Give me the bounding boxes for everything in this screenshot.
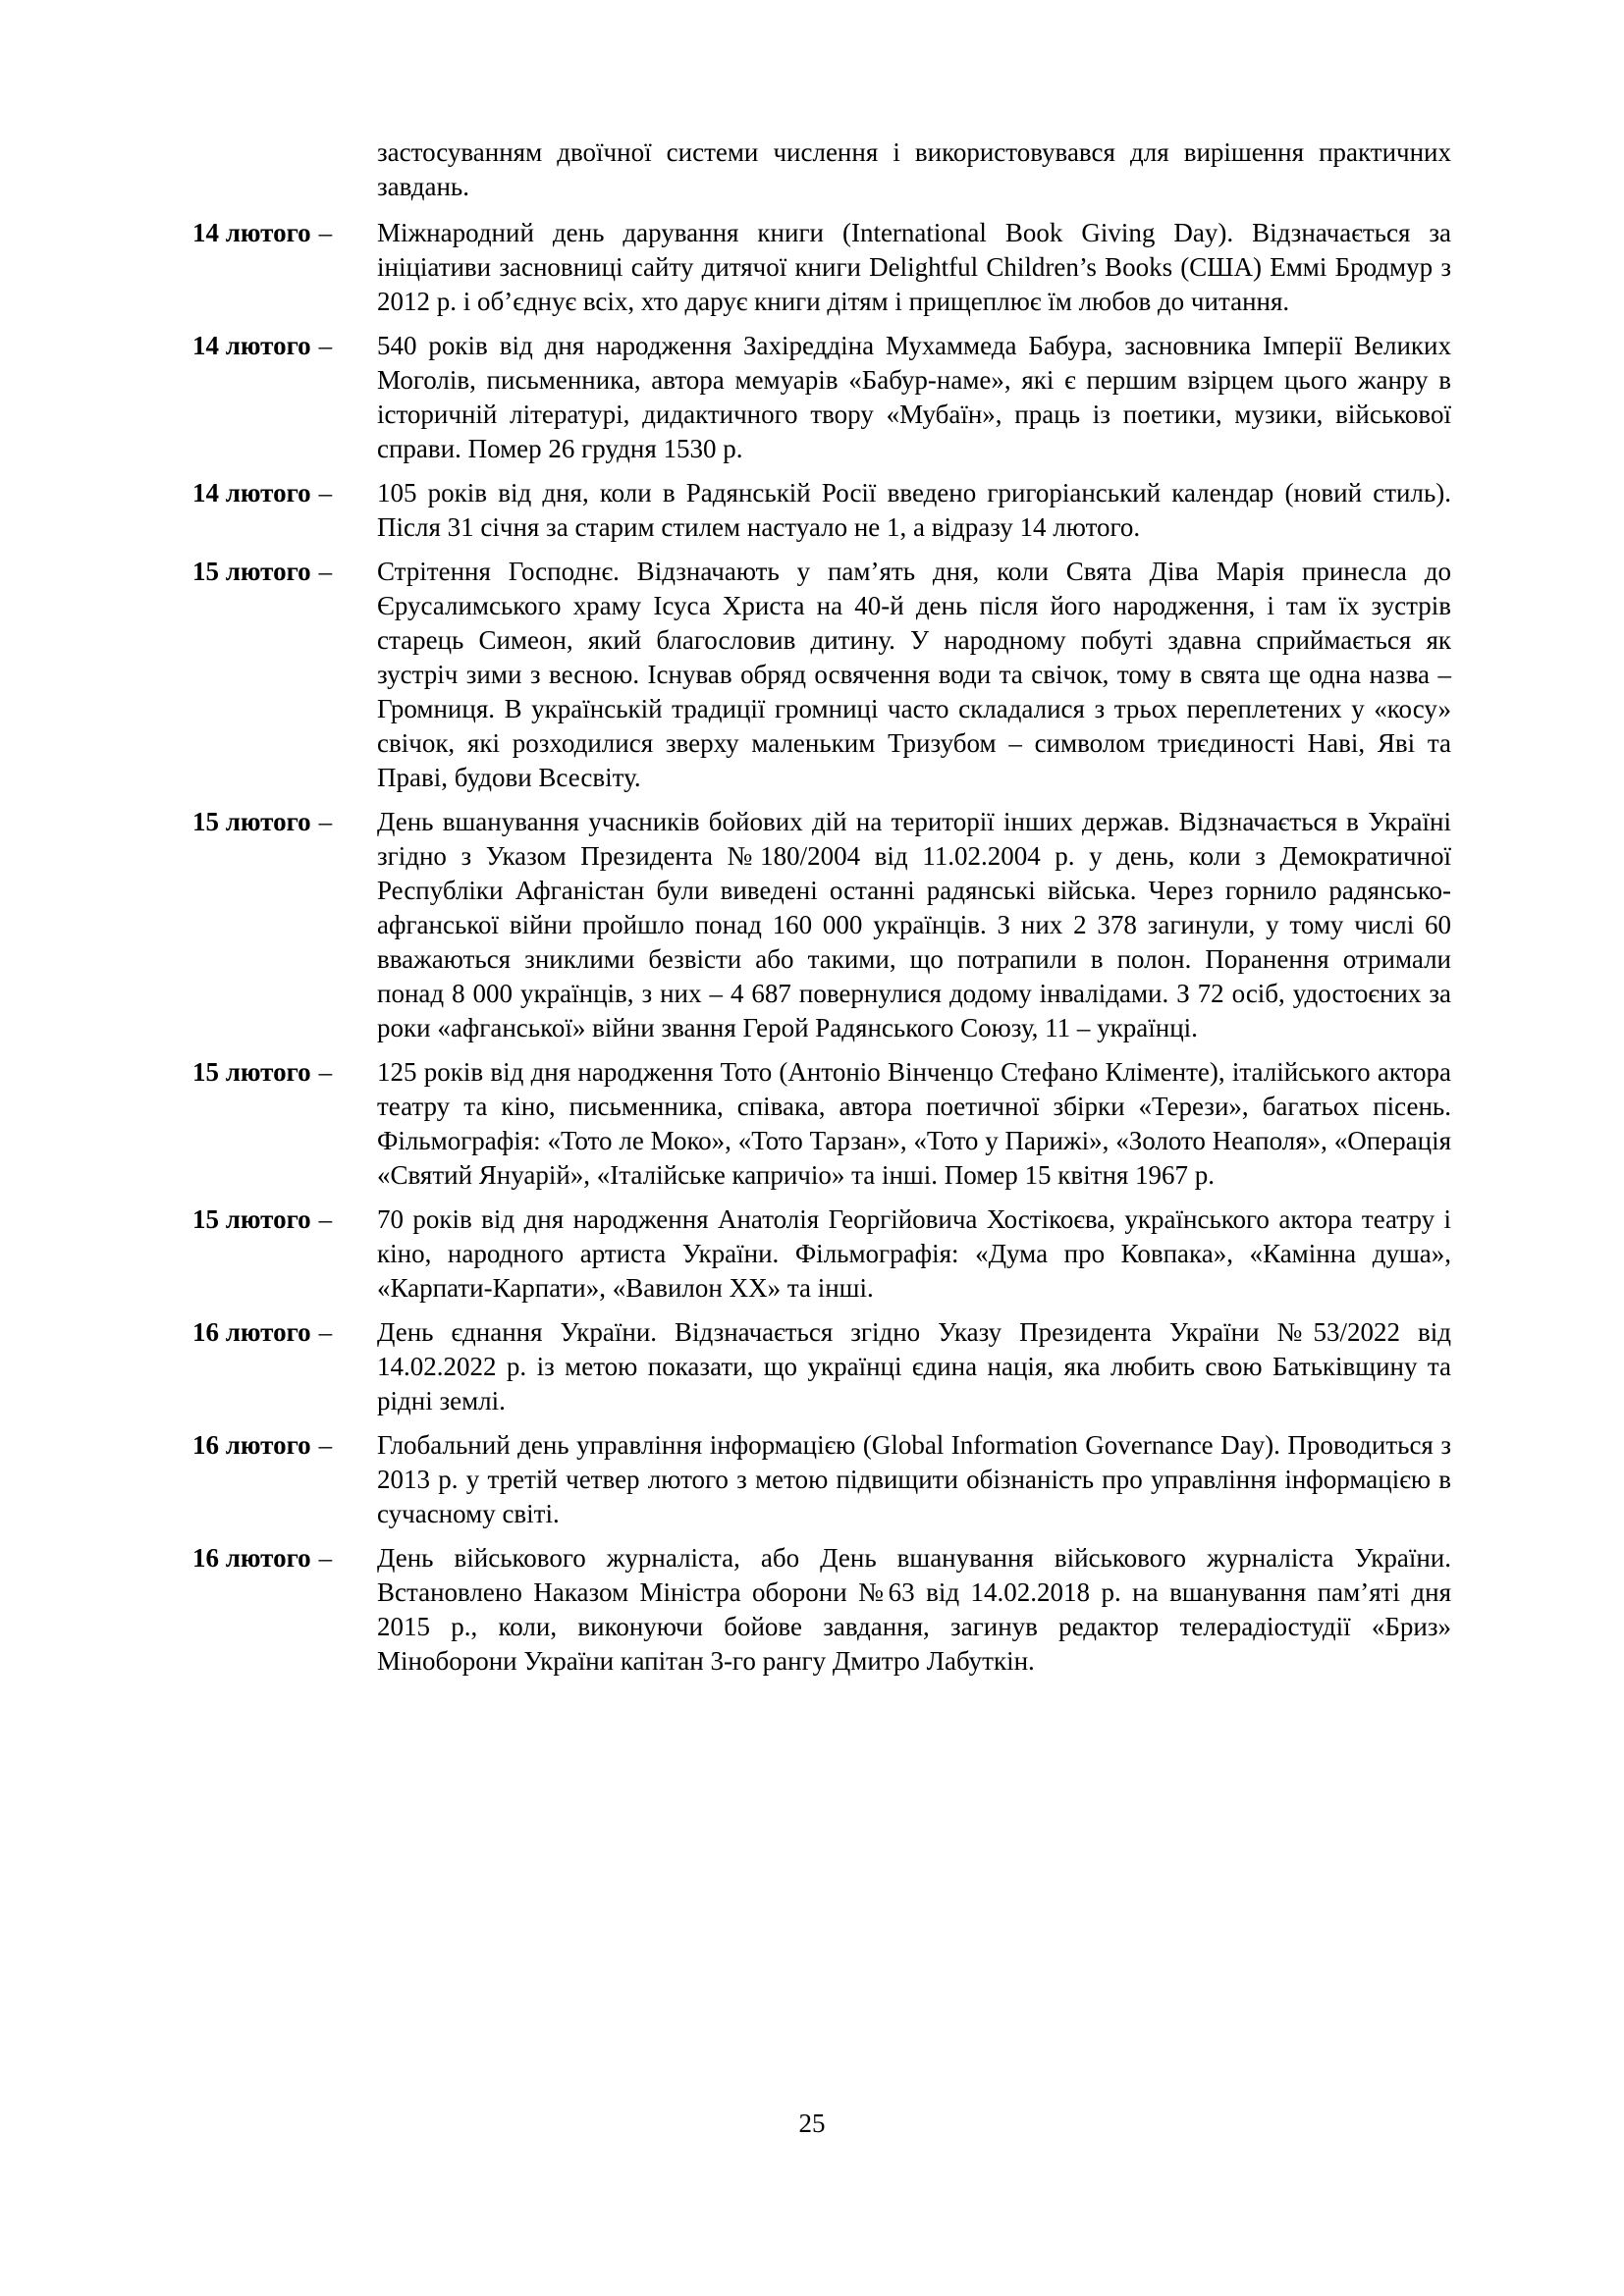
calendar-entry <box>192 216 1451 319</box>
entry-text: 105 років від дня, коли в Радянській Росії введено григоріанський календар (новий стиль). Після 31 січня за старим стилем настуало не 1, а відразу 14 лютого. <box>377 478 1451 542</box>
entry-date: 14 лютого <box>192 218 311 247</box>
page-number: 25 <box>798 2109 826 2138</box>
entry-dash: – <box>318 807 333 836</box>
entry-text: 125 років від дня народження Тото (Антоніо Вінченцо Стефано Кліменте), італійського актора театру та кіно, письменника, співака, автора поетичної збірки «Терези», багатьох пісень. Фільмографія: «Тото ле Моко», «Тото Тарзан», «Тото у Парижі», «Золото Неаполя», «Операція «Святий Януарій», «Італійське капричіо» та інші. Помер 15 квітня 1967 р. <box>377 1057 1451 1190</box>
entry-dash: – <box>318 1543 333 1573</box>
entry-text: Міжнародний день дарування книги (International Book Giving Day). Відзначається за ініціативи засновниці сайту дитячої книги Delightful Children’s Books (США) Еммі Бродмур з 2012 р. і об’єднує всіх, хто дарує книги дітям і прищеплює їм любов до читання. <box>377 218 1451 316</box>
entry-date: 15 лютого <box>192 1057 311 1087</box>
entry-date: 16 лютого <box>192 1543 311 1573</box>
entry-text: Стрітення Господнє. Відзначають у пам’ять дня, коли Свята Діва Марія принесла до Єрусалимського храму Ісуса Христа на 40-й день після його народження, і там їх зустрів старець Симеон, який благословив дитину. У народному побуті здавна сприймається як зустріч зими з весною. Існував обряд освячення води та свічок, тому в свята ще одна назва – Громниця. В українській традиції громниці часто складалися з трьох переплетених у «косу» свічок, які розходилися зверху маленьким Тризубом – символом триєдиності Наві, Яві та Праві, будови Всесвіту. <box>377 557 1451 792</box>
calendar-entry <box>192 476 1451 545</box>
calendar-entry <box>192 555 1451 795</box>
entry-text: 70 років від дня народження Анатолія Георгійовича Хостікоєва, українського актора театру і кіно, народного артиста України. Фільмографія: «Дума про Ковпака», «Камінна душа», «Карпати-Карпати», «Вавилон ХХ» та інші. <box>377 1204 1451 1303</box>
entry-date: 16 лютого <box>192 1317 311 1347</box>
entry-date: 15 лютого <box>192 807 311 836</box>
calendar-entry <box>192 329 1451 466</box>
calendar-entry <box>192 1315 1451 1418</box>
entry-date: 16 лютого <box>192 1430 311 1460</box>
continuation-text: застосуванням двоїчної системи числення і використовувався для вирішення практичних завдань. <box>377 137 1451 201</box>
entry-date: 15 лютого <box>192 557 311 586</box>
calendar-entry <box>192 805 1451 1045</box>
entry-text: День військового журналіста, або День вшанування військового журналіста України. Встановлено Наказом Міністра оборони №63 від 14.02.2018 р. на вшанування пам’яті дня 2015 р., коли, виконуючи бойове завдання, загинув редактор телерадіостудії «Бриз» Міноборони України капітан 3-го рангу Дмитро Лабуткін. <box>377 1543 1451 1676</box>
entry-dash: – <box>318 1317 333 1347</box>
entry-dash: – <box>318 1057 333 1087</box>
calendar-entry <box>192 1202 1451 1306</box>
entry-text: День вшанування учасників бойових дій на території інших держав. Відзначається в Україні згідно з Указом Президента №180/2004 від 11.02.2004 р. у день, коли з Демократичної Республіки Афганістан були виведені останні радянські війська. Через горнило радянсько-афганської війни пройшло понад 160 000 українців. З них 2 378 загинули, у тому числі 60 вважаються зниклими безвісти або такими, що потрапили в полон. Поранення отримали понад 8 000 українців, з них – 4 687 повернулися додому інвалідами. З 72 осіб, удостоєних за роки «афганської» війни звання Герой Радянського Союзу, 11 – українці. <box>377 807 1451 1042</box>
entry-text: День єднання України. Відзначається згідно Указу Президента України №53/2022 від 14.02.2022 р. із метою показати, що українці єдина нація, яка любить свою Батьківщину та рідні землі. <box>377 1317 1451 1415</box>
entry-text: Глобальний день управління інформацією (Global Information Governance Day). Проводиться з 2013 р. у третій четвер лютого з метою підвищити обізнаність про управління інформацією в сучасному світі. <box>377 1430 1451 1528</box>
entry-dash: – <box>318 331 333 360</box>
calendar-entry <box>192 1428 1451 1531</box>
continuation-paragraph <box>192 135 1451 204</box>
calendar-entry <box>192 1541 1451 1679</box>
entry-dash: – <box>318 557 333 586</box>
entry-dash: – <box>318 478 333 507</box>
entry-date: 14 лютого <box>192 331 311 360</box>
entry-text: 540 років від дня народження Захіреддіна Мухаммеда Бабура, засновника Імперії Великих Моголів, письменника, автора мемуарів «Бабур-наме», які є першим взірцем цього жанру в історичній літературі, дидактичного твору «Мубаїн», праць із поетики, музики, військової справи. Помер 26 грудня 1530 р. <box>377 331 1451 463</box>
entry-date: 14 лютого <box>192 478 311 507</box>
entry-dash: – <box>318 1204 333 1234</box>
entry-date: 15 лютого <box>192 1204 311 1234</box>
calendar-entries <box>192 216 1451 1679</box>
calendar-entry <box>192 1055 1451 1193</box>
entry-dash: – <box>318 1430 333 1460</box>
document-page <box>192 135 1451 1688</box>
entry-dash: – <box>318 218 333 247</box>
